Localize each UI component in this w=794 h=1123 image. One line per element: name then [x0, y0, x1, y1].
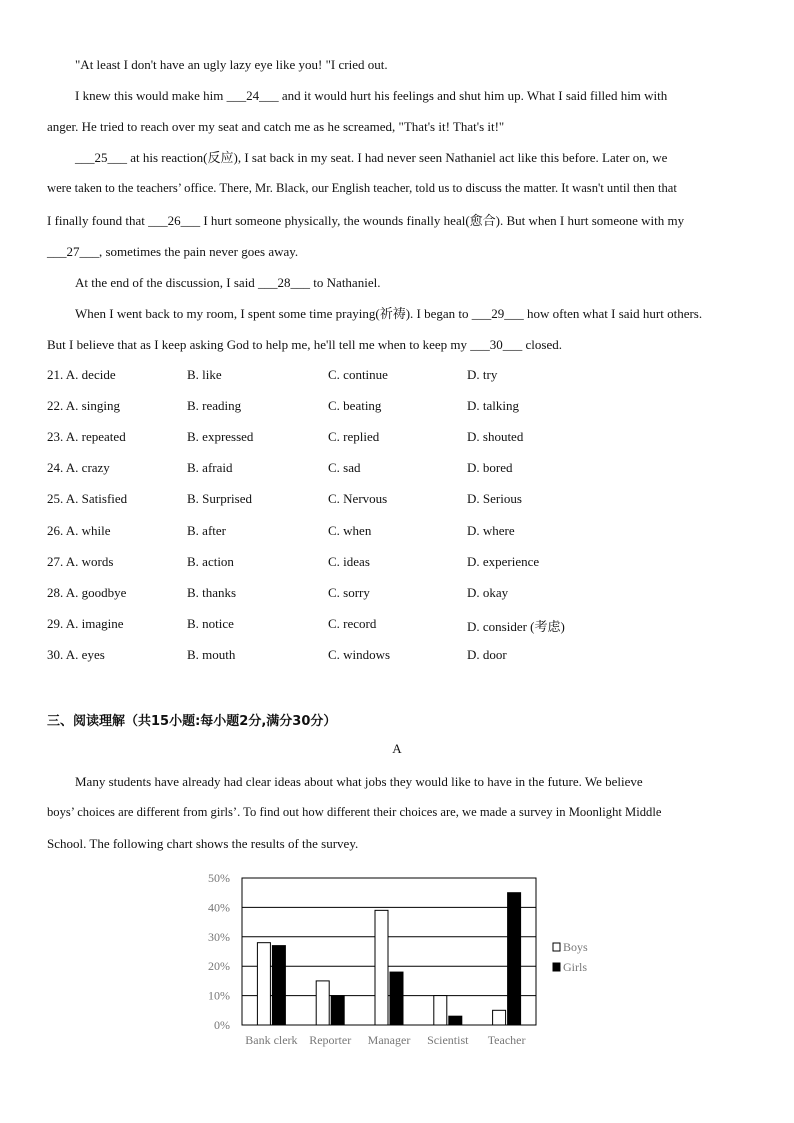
passage-line: anger. He tried to reach over my seat and catch me as he screamed, "That's it! That's it!": [47, 119, 505, 134]
option-a: 21. A. decide: [47, 367, 116, 382]
bar-boys-bank-clerk: [257, 943, 270, 1025]
x-tick-label: Teacher: [487, 1033, 526, 1047]
chart-legend: [553, 940, 588, 974]
option-d: D. consider (考虑): [467, 619, 565, 634]
bar-girls-bank-clerk: [272, 946, 285, 1025]
x-tick-label: Bank clerk: [245, 1033, 298, 1047]
option-a: 25. A. Satisfied: [47, 491, 128, 506]
option-d: D. bored: [467, 460, 513, 475]
bar-chart: [196, 866, 606, 1052]
option-c: C. Nervous: [328, 491, 388, 506]
y-tick-label: 20%: [208, 959, 230, 974]
option-b: B. Surprised: [187, 491, 252, 506]
option-a: 30. A. eyes: [47, 647, 105, 662]
legend-swatch-boys: [553, 943, 560, 951]
y-axis-ticks: [208, 871, 230, 1032]
y-tick-label: 50%: [208, 871, 230, 885]
option-b: B. after: [187, 523, 226, 538]
option-b: B. thanks: [187, 585, 237, 600]
option-b: B. afraid: [187, 460, 233, 475]
option-c: C. sad: [328, 460, 361, 475]
chart-bars: [257, 893, 520, 1025]
passage-line: were taken to the teachers’ office. There, Mr. Black, our English teacher, told us to discuss the matter. It wasn't until then that: [47, 181, 677, 195]
option-c: C. beating: [328, 398, 382, 413]
part-label: A: [392, 741, 402, 756]
option-b: B. reading: [187, 398, 242, 413]
option-a: 23. A. repeated: [47, 429, 126, 444]
x-tick-label: Reporter: [309, 1033, 352, 1047]
option-d: D. Serious: [467, 491, 522, 506]
option-a: 22. A. singing: [47, 398, 120, 413]
chart-grid: [242, 878, 536, 1025]
legend-label-girls: Girls: [563, 960, 587, 974]
bar-girls-reporter: [331, 996, 344, 1025]
option-d: D. talking: [467, 398, 519, 413]
option-d: D. where: [467, 523, 515, 538]
bar-girls-manager: [390, 972, 403, 1025]
bar-boys-teacher: [493, 1010, 506, 1025]
option-d: D. experience: [467, 554, 540, 569]
y-tick-label: 10%: [208, 988, 230, 1003]
option-d: D. door: [467, 647, 507, 662]
x-axis-labels: [245, 1033, 525, 1047]
option-b: B. notice: [187, 616, 234, 631]
option-a: 27. A. words: [47, 554, 114, 569]
option-a: 24. A. crazy: [47, 460, 110, 475]
legend-swatch-girls: [553, 963, 560, 971]
x-tick-label: Manager: [367, 1033, 411, 1047]
option-c: C. continue: [328, 367, 388, 382]
plot-frame: [242, 878, 536, 1025]
reading-line: Many students have already had clear ideas about what jobs they would like to have in the future. We believe: [75, 774, 643, 789]
option-b: B. action: [187, 554, 234, 569]
y-tick-label: 30%: [208, 929, 230, 944]
option-a: 29. A. imagine: [47, 616, 124, 631]
bar-girls-teacher: [508, 893, 521, 1025]
bar-boys-reporter: [316, 981, 329, 1025]
option-d: D. shouted: [467, 429, 524, 444]
passage-line: But I believe that as I keep asking God to help me, he'll tell me when to keep my ___30___ closed.: [47, 337, 562, 352]
option-c: C. sorry: [328, 585, 370, 600]
reading-line: boys’ choices are different from girls’. To find out how different their choices are, we made a survey in Moonlight Middle: [47, 805, 662, 819]
passage-line: I knew this would make him ___24___ and it would hurt his feelings and shut him up. What I said filled him with: [75, 88, 668, 103]
option-c: C. when: [328, 523, 372, 538]
passage-line: I finally found that ___26___ I hurt someone physically, the wounds finally heal(愈合). But when I hurt someone with my: [47, 213, 685, 228]
section-title: 三、阅读理解（共15小题:每小题2分,满分30分）: [47, 714, 337, 729]
passage-line: "At least I don't have an ugly lazy eye like you! "I cried out.: [75, 57, 388, 72]
option-c: C. ideas: [328, 554, 370, 569]
option-d: D. try: [467, 367, 498, 382]
option-a: 28. A. goodbye: [47, 585, 127, 600]
bar-boys-manager: [375, 910, 388, 1025]
y-tick-label: 40%: [208, 900, 230, 915]
passage-line: ___27___, sometimes the pain never goes away.: [47, 244, 299, 259]
option-b: B. like: [187, 367, 222, 382]
option-c: C. windows: [328, 647, 391, 662]
y-tick-label: 0%: [214, 1018, 230, 1032]
reading-line: School. The following chart shows the results of the survey.: [47, 836, 359, 851]
option-c: C. replied: [328, 429, 380, 444]
x-tick-label: Scientist: [427, 1033, 469, 1047]
bar-boys-scientist: [434, 996, 447, 1025]
passage-line: ___25___ at his reaction(反应), I sat back in my seat. I had never seen Nathaniel act like this before. Later on, we: [75, 150, 668, 165]
legend-label-boys: Boys: [563, 940, 588, 954]
passage-line: When I went back to my room, I spent some time praying(祈祷). I began to ___29___ how often what I said hurt others.: [75, 306, 703, 321]
option-c: C. record: [328, 616, 377, 631]
option-b: B. expressed: [187, 429, 254, 444]
option-a: 26. A. while: [47, 523, 111, 538]
bar-girls-scientist: [449, 1016, 462, 1025]
option-d: D. okay: [467, 585, 509, 600]
option-b: B. mouth: [187, 647, 236, 662]
passage-line: At the end of the discussion, I said ___28___ to Nathaniel.: [75, 275, 381, 290]
